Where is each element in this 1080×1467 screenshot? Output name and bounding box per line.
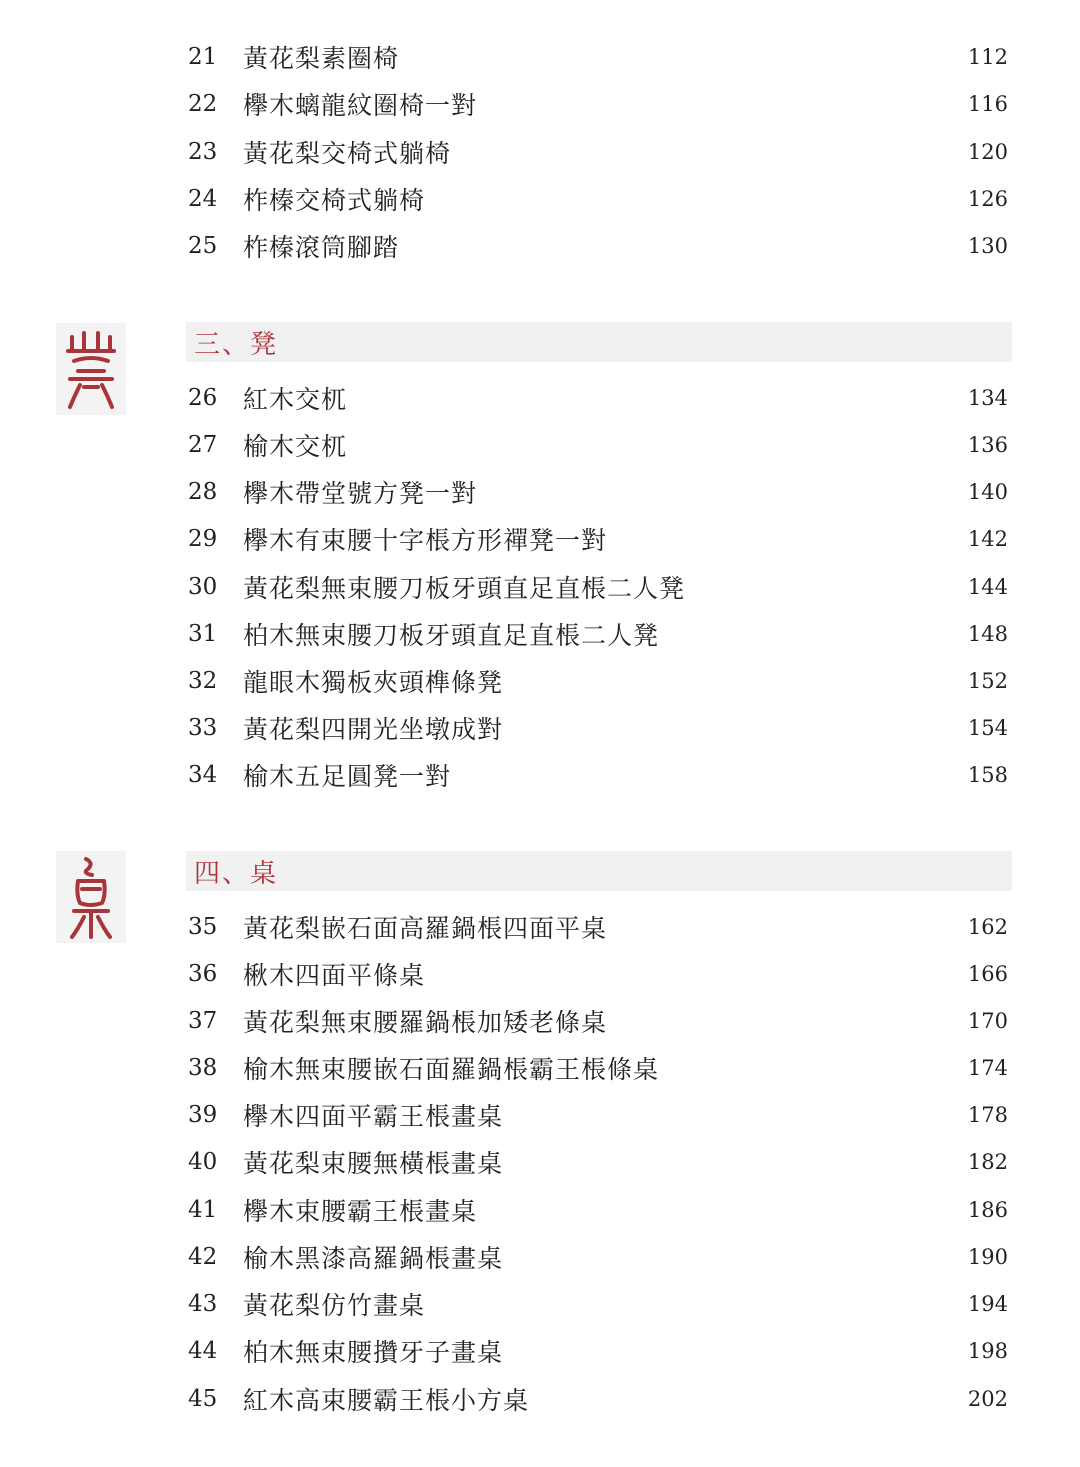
entry-number: 33 bbox=[188, 715, 218, 741]
toc-entry bbox=[188, 476, 1008, 508]
entry-number: 31 bbox=[188, 621, 218, 647]
entry-number: 39 bbox=[188, 1102, 218, 1128]
entry-page: 198 bbox=[967, 1339, 1008, 1363]
toc-entry bbox=[188, 1099, 1008, 1131]
toc-entry bbox=[188, 571, 1008, 603]
entry-title: 柞榛滾筒腳踏 bbox=[243, 233, 400, 262]
toc-entry bbox=[188, 429, 1008, 461]
entry-number: 23 bbox=[188, 139, 218, 165]
toc-entry bbox=[188, 88, 1008, 120]
toc-entry bbox=[188, 523, 1008, 555]
entry-page: 144 bbox=[967, 575, 1008, 599]
entry-title: 柏木無束腰攢牙子畫桌 bbox=[243, 1338, 504, 1367]
stool-seal-icon bbox=[56, 323, 126, 415]
toc-entry bbox=[188, 1005, 1008, 1037]
toc-entry bbox=[188, 665, 1008, 697]
toc-entry bbox=[188, 230, 1008, 262]
entry-number: 22 bbox=[188, 91, 218, 117]
toc-entry bbox=[188, 1052, 1008, 1084]
toc-entry bbox=[188, 1335, 1008, 1367]
entry-title: 黃花梨束腰無橫棖畫桌 bbox=[243, 1149, 504, 1178]
entry-title: 黃花梨交椅式躺椅 bbox=[243, 139, 452, 168]
entry-number: 30 bbox=[188, 574, 218, 600]
entry-number: 26 bbox=[188, 385, 218, 411]
entry-page: 162 bbox=[967, 915, 1008, 939]
entry-number: 21 bbox=[188, 44, 218, 70]
toc-entry bbox=[188, 382, 1008, 414]
entry-page: 186 bbox=[967, 1198, 1008, 1222]
entry-number: 42 bbox=[188, 1244, 218, 1270]
toc-entry bbox=[188, 183, 1008, 215]
toc-entry bbox=[188, 41, 1008, 73]
entry-page: 152 bbox=[967, 669, 1008, 693]
entry-page: 126 bbox=[967, 187, 1008, 211]
entry-number: 41 bbox=[188, 1197, 218, 1223]
entry-title: 榆木無束腰嵌石面羅鍋棖霸王棖條桌 bbox=[243, 1055, 660, 1084]
entry-number: 25 bbox=[188, 233, 218, 259]
entry-page: 158 bbox=[967, 763, 1008, 787]
entry-title: 榆木交杌 bbox=[243, 432, 348, 461]
entry-page: 190 bbox=[967, 1245, 1008, 1269]
entry-number: 40 bbox=[188, 1149, 218, 1175]
entry-number: 43 bbox=[188, 1291, 218, 1317]
entry-title: 榆木黑漆高羅鍋棖畫桌 bbox=[243, 1244, 504, 1273]
entry-title: 黃花梨四開光坐墩成對 bbox=[243, 715, 504, 744]
toc-entry bbox=[188, 1194, 1008, 1226]
entry-page: 134 bbox=[967, 386, 1008, 410]
entry-title: 欅木螭龍紋圈椅一對 bbox=[243, 91, 478, 120]
entry-number: 34 bbox=[188, 762, 218, 788]
toc-entry bbox=[188, 1383, 1008, 1415]
entry-number: 27 bbox=[188, 432, 218, 458]
entry-title: 黃花梨素圈椅 bbox=[243, 44, 400, 73]
entry-page: 174 bbox=[967, 1056, 1008, 1080]
entry-page: 120 bbox=[967, 140, 1008, 164]
section-header-stool bbox=[186, 322, 1012, 362]
entry-page: 154 bbox=[967, 716, 1008, 740]
entry-number: 37 bbox=[188, 1008, 218, 1034]
entry-page: 140 bbox=[967, 480, 1008, 504]
entry-title: 龍眼木獨板夾頭榫條凳 bbox=[243, 668, 504, 697]
entry-title: 欅木四面平霸王棖畫桌 bbox=[243, 1102, 504, 1131]
entry-title: 紅木高束腰霸王棖小方桌 bbox=[243, 1386, 530, 1415]
entry-page: 182 bbox=[967, 1150, 1008, 1174]
entry-number: 24 bbox=[188, 186, 218, 212]
entry-title: 欅木帶堂號方凳一對 bbox=[243, 479, 478, 508]
entry-page: 166 bbox=[967, 962, 1008, 986]
toc-entry bbox=[188, 1241, 1008, 1273]
section-title: 三、凳 bbox=[194, 329, 279, 360]
toc-entry bbox=[188, 712, 1008, 744]
entry-number: 36 bbox=[188, 961, 218, 987]
entry-title: 柞榛交椅式躺椅 bbox=[243, 186, 426, 215]
entry-page: 170 bbox=[967, 1009, 1008, 1033]
section-title: 四、桌 bbox=[194, 858, 279, 889]
entry-page: 142 bbox=[967, 527, 1008, 551]
entry-title: 黃花梨仿竹畫桌 bbox=[243, 1291, 426, 1320]
entry-title: 黃花梨嵌石面高羅鍋棖四面平桌 bbox=[243, 914, 608, 943]
entry-number: 28 bbox=[188, 479, 218, 505]
entry-title: 欅木束腰霸王棖畫桌 bbox=[243, 1197, 478, 1226]
entry-number: 29 bbox=[188, 526, 218, 552]
entry-title: 黃花梨無束腰刀板牙頭直足直棖二人凳 bbox=[243, 574, 686, 603]
section-header-table bbox=[186, 851, 1012, 891]
toc-entry bbox=[188, 759, 1008, 791]
toc-entry bbox=[188, 911, 1008, 943]
entry-number: 35 bbox=[188, 914, 218, 940]
entry-number: 45 bbox=[188, 1386, 218, 1412]
toc-entry bbox=[188, 1288, 1008, 1320]
entry-page: 194 bbox=[967, 1292, 1008, 1316]
table-seal-icon bbox=[56, 851, 126, 943]
entry-title: 楸木四面平條桌 bbox=[243, 961, 426, 990]
entry-page: 112 bbox=[967, 45, 1008, 69]
entry-title: 欅木有束腰十字棖方形禪凳一對 bbox=[243, 526, 608, 555]
entry-page: 136 bbox=[967, 433, 1008, 457]
entry-number: 32 bbox=[188, 668, 218, 694]
entry-title: 黃花梨無束腰羅鍋棖加矮老條桌 bbox=[243, 1008, 608, 1037]
toc-entry bbox=[188, 1146, 1008, 1178]
entry-number: 38 bbox=[188, 1055, 218, 1081]
toc-entry bbox=[188, 958, 1008, 990]
entry-title: 榆木五足圓凳一對 bbox=[243, 762, 452, 791]
entry-page: 130 bbox=[967, 234, 1008, 258]
entry-page: 202 bbox=[967, 1387, 1008, 1411]
entry-page: 116 bbox=[967, 92, 1008, 116]
entry-number: 44 bbox=[188, 1338, 218, 1364]
entry-page: 178 bbox=[967, 1103, 1008, 1127]
toc-entry bbox=[188, 618, 1008, 650]
toc-entry bbox=[188, 136, 1008, 168]
entry-title: 紅木交杌 bbox=[243, 385, 348, 414]
entry-title: 柏木無束腰刀板牙頭直足直棖二人凳 bbox=[243, 621, 660, 650]
entry-page: 148 bbox=[967, 622, 1008, 646]
